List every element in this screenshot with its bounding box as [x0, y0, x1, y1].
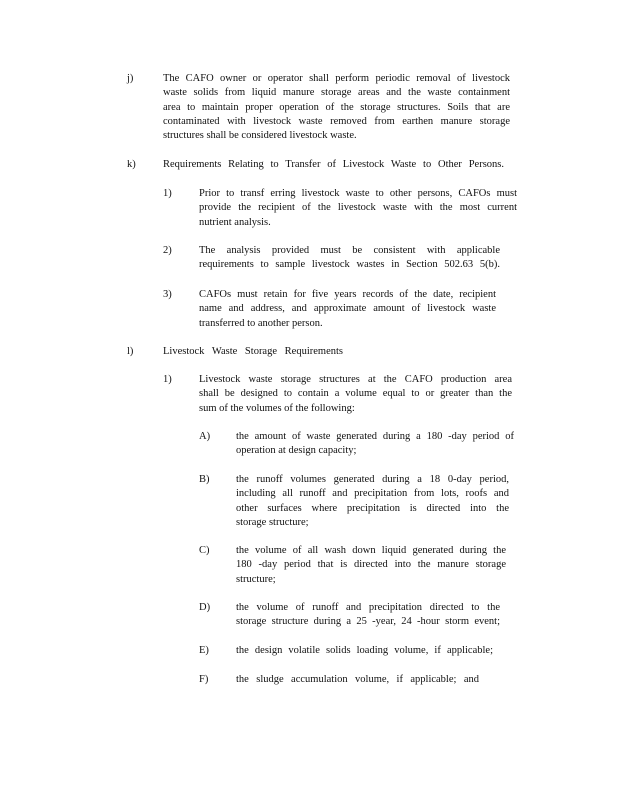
text-line: sum of the volumes of the following: — [199, 402, 355, 414]
item-label: F) — [199, 674, 209, 685]
text-line: waste solids from liquid manure storage areas and the waste containment — [163, 87, 510, 99]
text-line: the sludge accumulation volume, if applicable; and — [236, 674, 479, 685]
text-line: transferred to another person. — [199, 317, 323, 329]
text-line: The CAFO owner or operator shall perform periodic removal of livestock — [163, 73, 510, 84]
item-text — [236, 430, 514, 459]
text-line: storage structure during a 25 -year, 24 -hour storm event; — [236, 616, 500, 628]
text-line: 180 -day period that is directed into the manure storage — [236, 559, 506, 571]
item-label: B) — [199, 474, 210, 485]
item-text — [236, 601, 500, 630]
text-line: including all runoff and precipitation from lots, roofs and — [236, 488, 509, 500]
text-line: shall be designed to contain a volume equal to or greater than the — [199, 388, 512, 400]
text-line: CAFOs must retain for five years records of the date, recipient — [199, 289, 496, 300]
text-line: the runoff volumes generated during a 18 0-day period, — [236, 474, 509, 485]
text-line: the amount of waste generated during a 180 -day period of — [236, 431, 514, 442]
item-text — [199, 373, 512, 416]
text-line: name and address, and approximate amount of livestock waste — [199, 303, 496, 315]
text-line: Prior to transf erring livestock waste to other persons, CAFOs must — [199, 188, 517, 199]
item-label: l) — [127, 346, 134, 357]
item-text — [199, 187, 517, 230]
item-label: E) — [199, 645, 209, 656]
item-label: j) — [127, 73, 134, 84]
text-line: provide the recipient of the livestock waste with the most current — [199, 202, 517, 214]
text-line: the volume of all wash down liquid generated during the — [236, 545, 506, 556]
item-text — [163, 72, 510, 143]
text-line: structure; — [236, 573, 276, 585]
item-text — [236, 473, 509, 530]
text-line: contaminated with livestock waste removed from earthen manure storage — [163, 115, 510, 127]
item-text — [163, 345, 343, 359]
text-line: The analysis provided must be consistent with applicable — [199, 245, 500, 256]
item-label: A) — [199, 431, 211, 442]
text-line: the design volatile solids loading volume, if applicable; — [236, 645, 493, 656]
text-line: structures shall be considered livestock waste. — [163, 130, 357, 142]
item-label: k) — [127, 159, 136, 170]
item-text — [236, 544, 506, 587]
text-line: nutrient analysis. — [199, 216, 271, 228]
item-text — [199, 244, 500, 273]
item-label: D) — [199, 602, 211, 613]
text-line: Livestock waste storage structures at the CAFO production area — [199, 374, 512, 385]
item-label: 1) — [163, 188, 172, 199]
item-label: C) — [199, 545, 210, 556]
text-line: other surfaces where precipitation is directed into the — [236, 502, 509, 514]
item-text — [199, 288, 496, 331]
text-line: Livestock Waste Storage Requirements — [163, 346, 343, 357]
item-label: 1) — [163, 374, 172, 385]
item-text — [236, 673, 479, 687]
text-line: area to maintain proper operation of the storage structures. Soils that are — [163, 101, 510, 113]
text-line: requirements to sample livestock wastes in Section 502.63 5(b). — [199, 259, 500, 271]
text-line: operation at design capacity; — [236, 445, 357, 457]
text-line: storage structure; — [236, 516, 309, 528]
item-label: 2) — [163, 245, 172, 256]
item-label: 3) — [163, 289, 172, 300]
item-text — [236, 644, 493, 658]
text-line: Requirements Relating to Transfer of Livestock Waste to Other Persons. — [163, 159, 504, 170]
item-text — [163, 158, 504, 172]
text-line: the volume of runoff and precipitation directed to the — [236, 602, 500, 613]
